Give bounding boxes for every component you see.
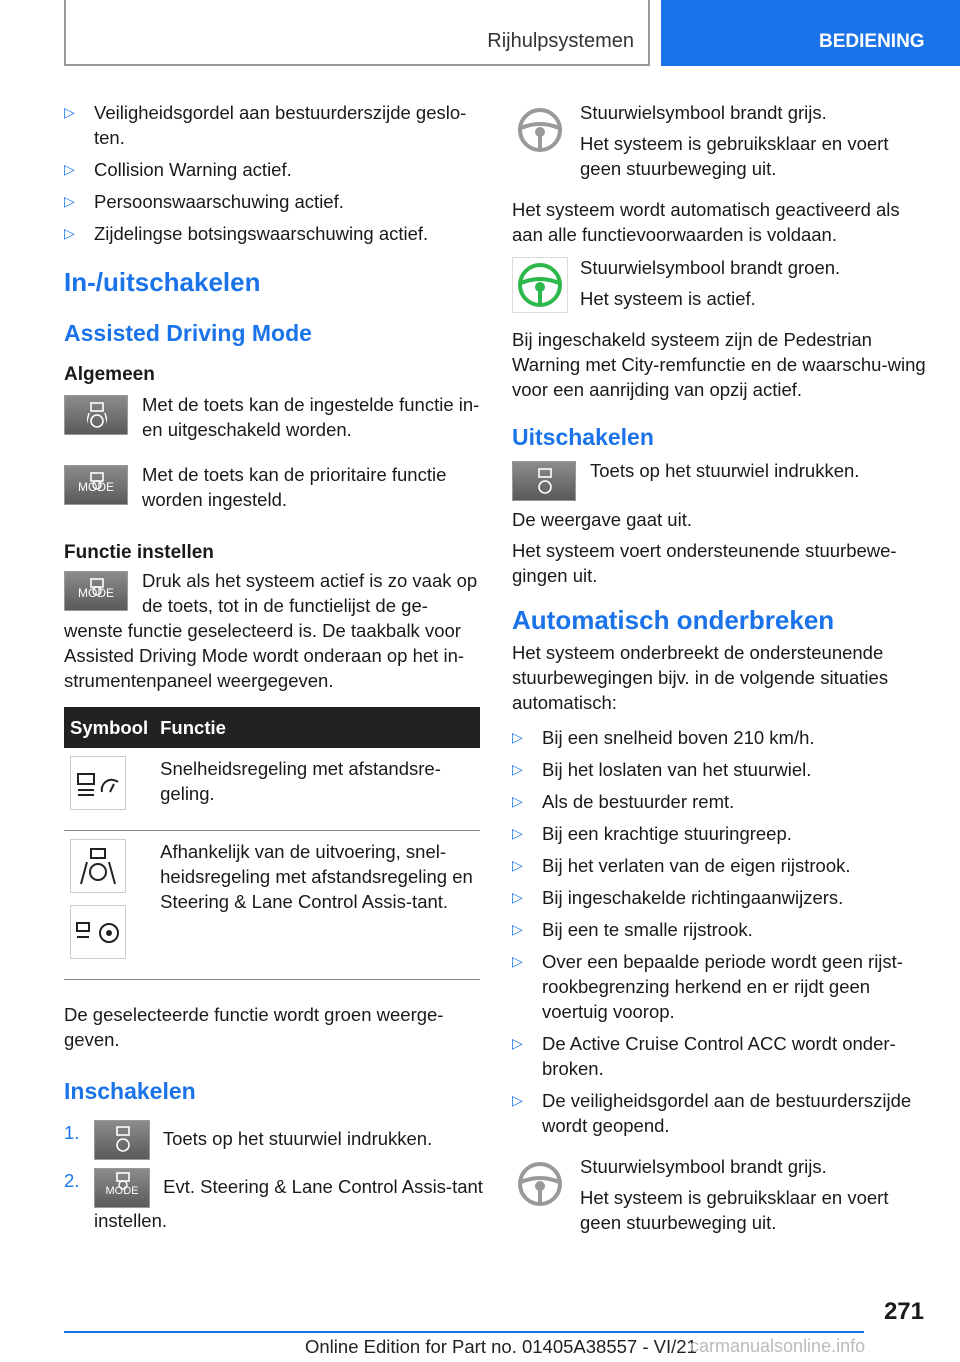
mode-label: MODE [78,586,114,600]
section-title: Rijhulpsystemen [487,30,634,52]
list-item: ▷ Bij een te smalle rijstrook. [512,917,927,942]
list-item: ▷ Bij ingeschakelde richtingaanwijzers. [512,885,927,910]
step-item [64,1168,484,1233]
mode-button-icon [64,465,128,505]
function-table [64,707,480,980]
list-item: ▷ Als de bestuurder remt. [512,789,927,814]
page-number: 271 [883,1298,924,1325]
green-text-b: Het systeem is actief. [580,288,756,309]
list-item: ▷ Over een bepaalde periode wordt geen rijst-rookbegrenzing herkend en er rijdt geen voertuig voorop. [512,949,927,1024]
section-box [64,0,650,66]
table-cell: Afhankelijk van de uitvoering, snel-heidsregeling met afstandsregeling en Steering & Lane Control Assis-tant. [154,831,480,980]
list-item: ▷ Bij het verlaten van de eigen rijstrook. [512,853,927,878]
assist-button-icon [512,461,576,501]
chapter-tab [661,0,960,66]
steering-wheel-green-icon [512,257,568,313]
off-text-1: De weergave gaat uit. [512,509,692,530]
list-item: ▷ De Active Cruise Control ACC wordt onder-broken. [512,1031,927,1081]
off-text: Toets op het stuurwiel indrukken. [590,460,860,481]
step-number: 1. [64,1122,80,1143]
acc-symbol-icon [70,756,126,810]
step-number: 2. [64,1170,80,1191]
heading-on: Inschakelen [64,1078,196,1104]
table-row [64,831,480,980]
list-item: ▷ Veiligheidsgordel aan bestuurderszijde geslo-ten. [64,100,484,150]
acc-steering-symbol-icon [70,905,126,959]
col-function: Functie [154,707,480,748]
green-text-a: Stuurwielsymbool brandt groen. [580,257,841,278]
steering-wheel-grey-icon [512,102,568,158]
set-text: Druk als het systeem actief is zo vaak op de toets, tot in de functielijst de ge-wenste functie geselecteerd is. De taakbalk voor Assisted Driving Mode wordt onderaan op het in-strumentenpaneel weergegeven. [64,570,478,691]
heading-adm: Assisted Driving Mode [64,320,312,346]
col-symbol: Symbool [64,707,154,748]
step-text: Evt. Steering & Lane Control Assis-tant instellen. [94,1175,483,1231]
list-item: ▷ Zijdelingse botsingswaarschuwing actief. [64,221,484,246]
steering-wheel-grey-icon [512,1156,568,1212]
after-table-text: De geselecteerde functie wordt groen weerge-geven. [64,1004,444,1050]
off-text-2: Het systeem voert ondersteunende stuurbewe-gingen uit. [512,540,897,586]
general-text-2: Met de toets kan de prioritaire functie worden ingesteld. [142,464,447,510]
auto-on-text: Het systeem wordt automatisch geactiveerd als aan alle functievoorwaarden is voldaan. [512,199,900,245]
mode-button-icon [64,571,128,611]
page-header [0,0,960,66]
mode-label: MODE [105,1185,139,1197]
auto-intro: Het systeem onderbreekt de ondersteunende stuurbewegingen bijv. in de volgende situaties automatisch: [512,642,889,713]
step-item [64,1120,484,1160]
list-item: ▷ Collision Warning actief. [64,157,484,182]
heading-auto: Automatisch onderbreken [512,605,835,635]
list-item: ▷ Bij het loslaten van het stuurwiel. [512,757,927,782]
step-text: Toets op het stuurwiel indrukken. [162,1127,433,1149]
chapter-title: BEDIENING [819,31,925,52]
lane-steering-symbol-icon [70,839,126,893]
grey-text-2b: Het systeem is gebruiksklaar en voert geen stuurbeweging uit. [580,1187,889,1233]
table-cell: Snelheidsregeling met afstandsre-geling. [154,748,480,831]
pedestrian-text: Bij ingeschakeld systeem zijn de Pedestrian Warning met City-remfunctie en de waarschu-wing voor een aanrijding van opzij actief. [512,329,926,400]
heading-onoff: In-/uitschakelen [64,267,261,297]
heading-off: Uitschakelen [512,424,654,450]
assist-button-icon [94,1120,150,1160]
watermark: carmanualsonline.info [690,1336,866,1356]
grey-text-1a: Stuurwielsymbool brandt grijs. [580,102,827,123]
general-text-1: Met de toets kan de ingestelde functie in- en uitgeschakeld worden. [142,394,480,440]
list-item: ▷ Bij een krachtige stuuringreep. [512,821,927,846]
right-column [512,100,927,1251]
heading-general: Algemeen [64,364,155,385]
list-item: ▷ De veiligheidsgordel aan de bestuurderszijde wordt geopend. [512,1088,927,1138]
mode-button-icon [94,1168,150,1208]
list-item: ▷ Bij een snelheid boven 210 km/h. [512,725,927,750]
heading-set: Functie instellen [64,542,214,563]
edition-text: Online Edition for Part no. 01405A38557 - VI/21 [305,1336,697,1357]
mode-label: MODE [78,480,114,494]
table-row [64,748,480,831]
left-column [64,100,484,1241]
grey-text-2a: Stuurwielsymbool brandt grijs. [580,1156,827,1177]
footer-divider [64,1331,864,1333]
grey-text-1b: Het systeem is gebruiksklaar en voert geen stuurbeweging uit. [580,133,889,179]
assist-button-icon [64,395,128,435]
list-item: ▷ Persoonswaarschuwing actief. [64,189,484,214]
